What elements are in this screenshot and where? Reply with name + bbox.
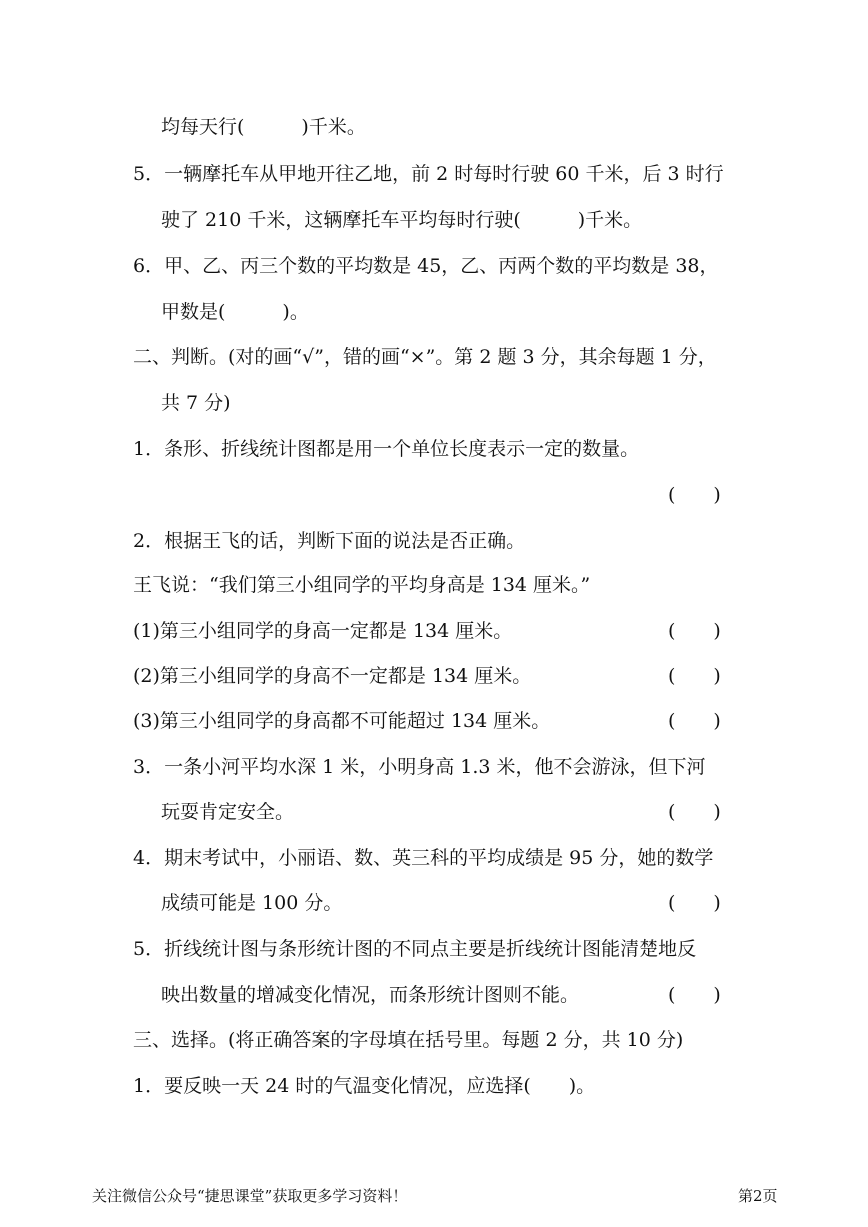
text-line: 均每天行( )千米。 <box>161 116 366 138</box>
answer-bracket[interactable]: ( ) <box>668 801 721 823</box>
sub-question-text: (2)第三小组同学的身高不一定都是 134 厘米。 <box>133 665 532 687</box>
section-heading: 三、选择。(将正确答案的字母填在括号里。每题 2 分，共 10 分) <box>133 1029 684 1051</box>
quote-text: 王飞说：“我们第三小组同学的平均身高是 134 厘米。” <box>133 574 591 596</box>
answer-bracket[interactable]: ( ) <box>668 984 721 1006</box>
question-text: 4．期末考试中，小丽语、数、英三科的平均成绩是 95 分，她的数学 <box>133 847 714 869</box>
text-line: 5．一辆摩托车从甲地开往乙地，前 2 时每时行驶 60 千米，后 3 时行 <box>133 163 724 185</box>
answer-bracket[interactable]: ( ) <box>668 620 721 642</box>
question-text: 3．一条小河平均水深 1 米，小明身高 1.3 米，他不会游泳，但下河 <box>133 756 706 778</box>
footer-note: 关注微信公众号“捷思课堂”获取更多学习资料！ <box>92 1187 408 1205</box>
answer-bracket[interactable]: ( ) <box>668 710 721 732</box>
answer-bracket[interactable]: ( ) <box>668 484 721 506</box>
question-text: 5．折线统计图与条形统计图的不同点主要是折线统计图能清楚地反 <box>133 938 697 960</box>
answer-bracket[interactable]: ( ) <box>668 892 721 914</box>
section-heading: 二、判断。(对的画“√”，错的画“×”。第 2 题 3 分，其余每题 1 分， <box>133 346 717 368</box>
question-text-cont: 映出数量的增减变化情况，而条形统计图则不能。 <box>161 984 580 1006</box>
question-text: 1．条形、折线统计图都是用一个单位长度表示一定的数量。 <box>133 438 640 460</box>
question-text: 2．根据王飞的话，判断下面的说法是否正确。 <box>133 530 526 552</box>
text-line: 6．甲、乙、丙三个数的平均数是 45，乙、丙两个数的平均数是 38， <box>133 255 719 277</box>
question-text: 1．要反映一天 24 时的气温变化情况，应选择( )。 <box>133 1075 596 1097</box>
sub-question-text: (3)第三小组同学的身高都不可能超过 134 厘米。 <box>133 710 551 732</box>
section-heading-cont: 共 7 分) <box>161 392 231 414</box>
answer-bracket[interactable]: ( ) <box>668 665 721 687</box>
page-number: 第2页 <box>738 1187 778 1205</box>
text-line: 甲数是( )。 <box>161 301 309 323</box>
question-text-cont: 成绩可能是 100 分。 <box>161 892 343 914</box>
text-line: 驶了 210 千米，这辆摩托车平均每时行驶( )千米。 <box>161 209 643 231</box>
sub-question-text: (1)第三小组同学的身高一定都是 134 厘米。 <box>133 620 513 642</box>
question-text-cont: 玩耍肯定安全。 <box>161 801 295 823</box>
